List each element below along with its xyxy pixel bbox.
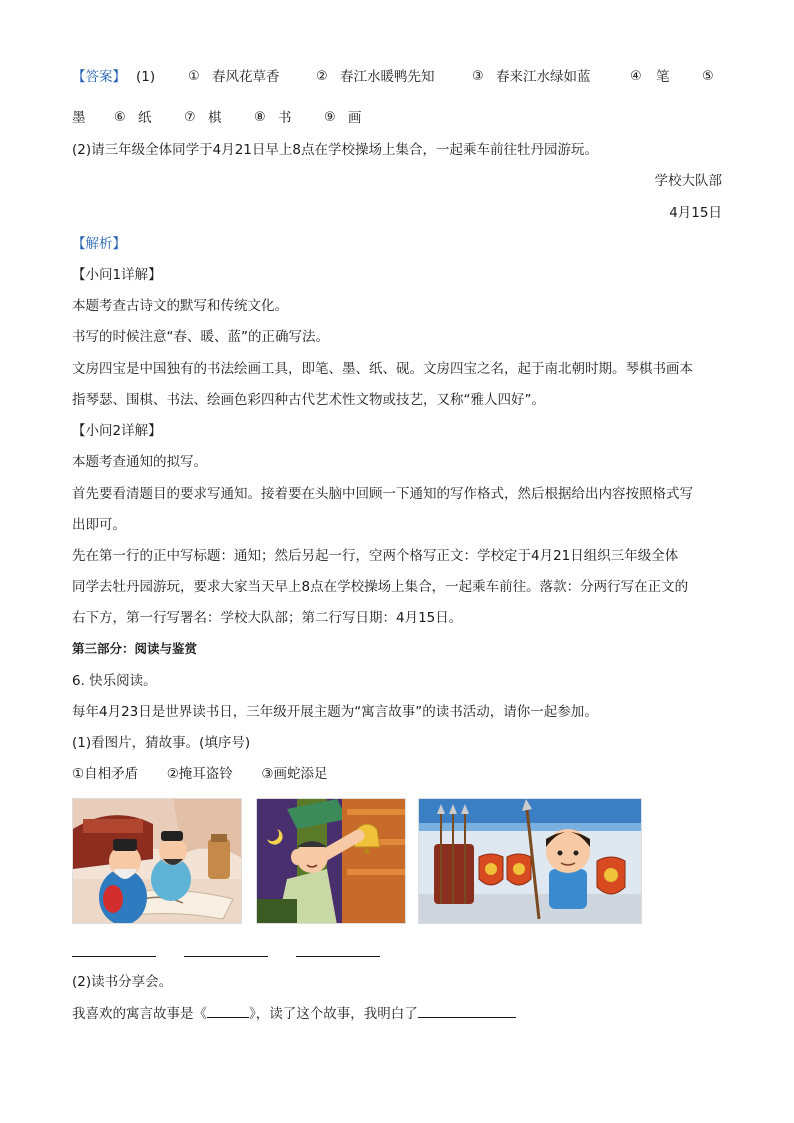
item-text-8: 书	[278, 110, 292, 126]
answer-tag: 【答案】	[72, 69, 126, 85]
q6-intro: 每年4月23日是世界读书日，三年级开展主题为“寓言故事”的读书活动，请你一起参加。	[72, 704, 598, 720]
item-num-5: ⑤	[702, 69, 714, 84]
notice-date: 4月15日	[669, 205, 722, 221]
q2-line-5: 同学去牡丹园游玩，要求大家当天早上8点在学校操场上集合，一起乘车前往。落款：分两行写在正文的	[72, 579, 689, 595]
share-prefix: 我喜欢的寓言故事是《	[72, 1006, 207, 1022]
q2-line-3: 出即可。	[72, 517, 126, 533]
options-row	[72, 764, 328, 784]
item-text-9: 画	[348, 110, 362, 126]
q2-line-1: 本题考查通知的拟写。	[72, 454, 207, 470]
share-middle: 》，读了这个故事，我明白了	[249, 1006, 418, 1022]
q6-sub1: (1)看图片，猜故事。(填序号)	[72, 735, 251, 751]
part1-num: (1)	[136, 69, 156, 85]
item-text-4: 笔	[656, 69, 670, 85]
story-picture-1	[72, 798, 242, 924]
analysis-tag: 【解析】	[72, 236, 126, 252]
q1-title: 【小问1详解】	[72, 267, 162, 283]
item-text-7: 棋	[208, 110, 222, 126]
q6-title: 6. 快乐阅读。	[72, 673, 157, 689]
item-num-4: ④	[630, 69, 642, 84]
item-num-2: ②	[316, 69, 328, 84]
lesson-blank[interactable]	[418, 1003, 516, 1018]
item-num-1: ①	[188, 69, 200, 84]
q2-line-4: 先在第一行的正中写标题：通知；然后另起一行，空两个格写正文：学校定于4月21日组织三年级全体	[72, 548, 679, 564]
item-num-7: ⑦	[184, 110, 196, 125]
notice-signer: 学校大队部	[654, 173, 722, 189]
bell-thief-illustration	[257, 799, 406, 924]
item-num-6: ⑥	[114, 110, 126, 125]
story-picture-3	[418, 798, 642, 924]
q2-line-2: 首先要看清题目的要求写通知。接着要在头脑中回顾一下通知的写作格式，然后根据给出内容按照格式写	[72, 486, 693, 502]
q1-line-4: 指琴瑟、围棋、书法、绘画色彩四种古代艺术性文物或技艺，又称“雅人四好”。	[72, 392, 545, 408]
answer-blank-2[interactable]	[184, 956, 268, 957]
option-2: ②掩耳盗铃	[166, 766, 233, 782]
share-line	[72, 1003, 516, 1024]
item-text-2: 春江水暖鸭先知	[340, 69, 435, 85]
answer-part2: (2)请三年级全体同学于4月21日早上8点在学校操场上集合，一起乘车前往牡丹园游玩。	[72, 142, 598, 158]
q1-line-3: 文房四宝是中国独有的书法绘画工具，即笔、墨、纸、砚。文房四宝之名，起于南北朝时期。琴棋书画本	[72, 361, 693, 377]
item-num-3: ③	[472, 69, 484, 84]
story-picture-2	[256, 798, 406, 924]
row2-lead: 墨	[72, 110, 86, 126]
q6-sub2: (2)读书分享会。	[72, 974, 173, 990]
option-1: ①自相矛盾	[72, 766, 139, 782]
item-text-3: 春来江水绿如蓝	[496, 69, 591, 85]
option-3: ③画蛇添足	[261, 766, 328, 782]
item-text-6: 纸	[138, 110, 152, 126]
answer-blank-1[interactable]	[72, 956, 156, 957]
scholars-illustration	[73, 799, 242, 924]
q1-line-2: 书写的时候注意“春、暖、蓝”的正确写法。	[72, 329, 329, 345]
item-num-9: ⑨	[324, 110, 336, 125]
q2-title: 【小问2详解】	[72, 423, 162, 439]
q2-line-6: 右下方，第一行写署名：学校大队部；第二行写日期：4月15日。	[72, 610, 463, 626]
part3-heading: 第三部分：阅读与鉴赏	[72, 641, 198, 656]
spear-shield-illustration	[419, 799, 642, 924]
answer-blank-3[interactable]	[296, 956, 380, 957]
story-title-blank[interactable]	[207, 1003, 249, 1018]
item-num-8: ⑧	[254, 110, 266, 125]
q1-line-1: 本题考查古诗文的默写和传统文化。	[72, 298, 288, 314]
item-text-1: 春风花草香	[212, 69, 280, 85]
